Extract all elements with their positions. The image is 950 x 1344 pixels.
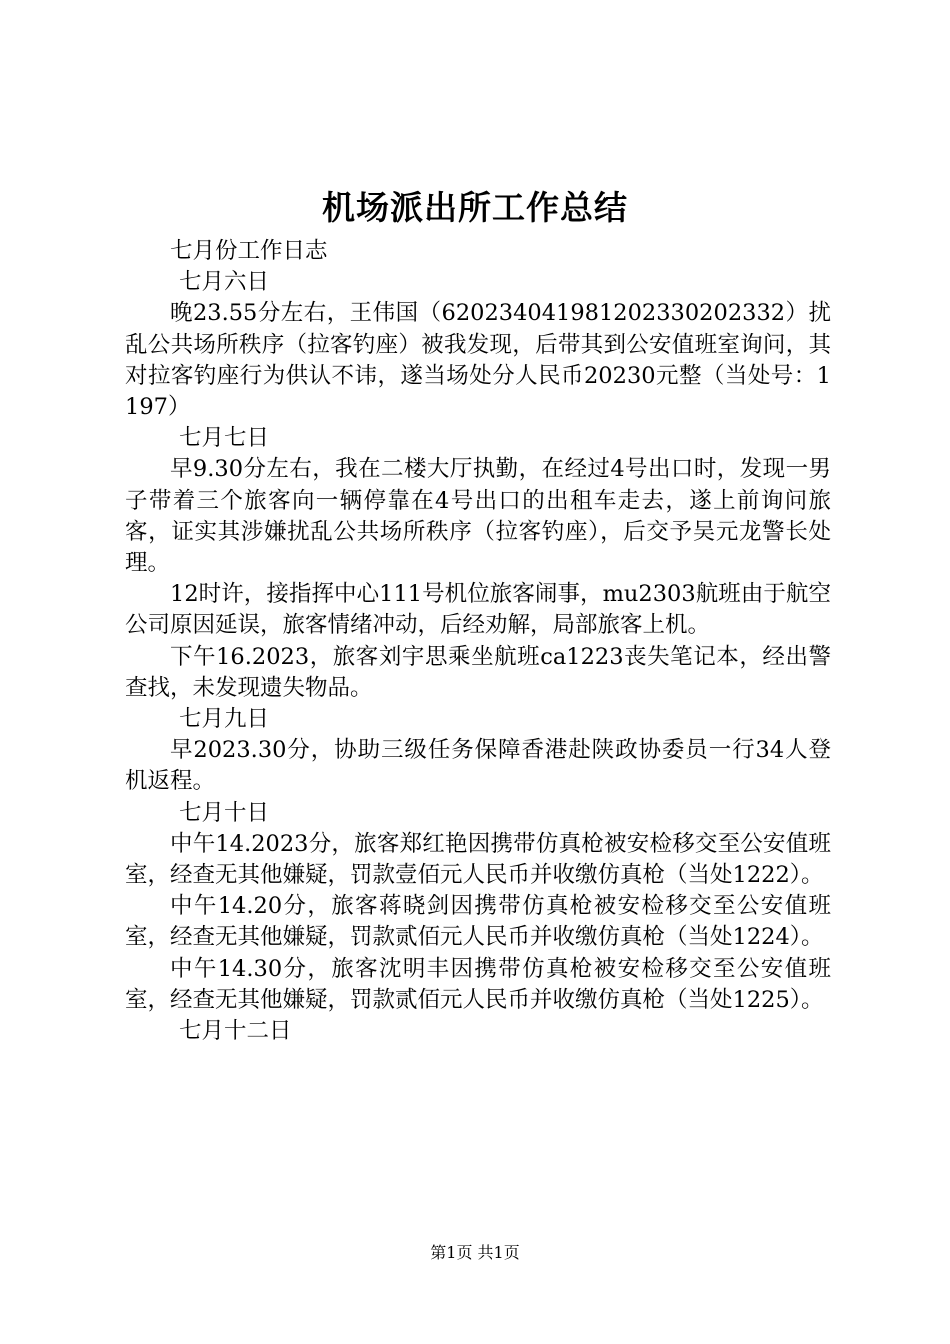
date-heading-july-12: 七月十二日	[179, 1018, 292, 1045]
log-heading: 七月份工作日志	[170, 238, 328, 264]
log-entry-july-6: 晚23.55分左右，王伟国（62023404198120233020233​2）扰乱公共场所秩序（拉客钓座）被我发现，后带其到公安值班室询问，其对拉客钓座行为供认不讳，遂当场处分人民币20230元整（当处号：1197）	[125, 300, 831, 421]
date-heading-july-10: 七月十日	[179, 799, 270, 826]
page-footer: 第1页 共1页	[430, 1243, 520, 1262]
document-body	[125, 236, 831, 1047]
log-entry-july-7-afternoon: 下午16.2023，旅客刘宇思乘坐航班ca1223丧失笔记本，经出警查找，未发现遗失物品。	[125, 643, 831, 701]
date-heading-july-6: 七月六日	[179, 269, 270, 296]
log-entry-july-10-third: 中午14.30分，旅客沈明丰因携带仿真枪被安检移交至公安值班室，经查无其他嫌疑，罚款贰佰元人民币并收缴仿真枪（当处1225）。	[125, 955, 831, 1013]
log-entry-july-10-second: 中午14.20分，旅客蒋晓剑因携带仿真枪被安检移交至公安值班室，经查无其他嫌疑，罚款贰佰元人民币并收缴仿真枪（当处1224）。	[125, 893, 831, 951]
date-heading-july-9: 七月九日	[179, 706, 270, 733]
date-heading-july-7: 七月七日	[179, 425, 270, 452]
log-entry-july-9: 早2023.30分，协助三级任务保障香港赴陕政协委员一行34人登机返程。	[125, 737, 831, 795]
log-entry-july-7-noon: 12时许，接指挥中心111号机位旅客闹事，mu2303航班由于航空公司原因延误，旅客情绪冲动，后经劝解，局部旅客上机。	[125, 581, 831, 639]
log-entry-july-7-morning: 早9.30分左右，我在二楼大厅执勤，在经过4号出口时，发现一男子带着三个旅客向一辆停靠在4号出口的出租车走去，遂上前询问旅客，证实其涉嫌扰乱公共场所秩序（拉客钓座），后交予吴元龙警长处理。	[125, 456, 831, 577]
document-title: 机场派出所工作总结	[322, 188, 628, 227]
log-entry-july-10-first: 中午14.2023分，旅客郑红艳因携带仿真枪被安检移交至公安值班室，经查无其他嫌疑，罚款壹佰元人民币并收缴仿真枪（当处1222）。	[125, 830, 831, 889]
